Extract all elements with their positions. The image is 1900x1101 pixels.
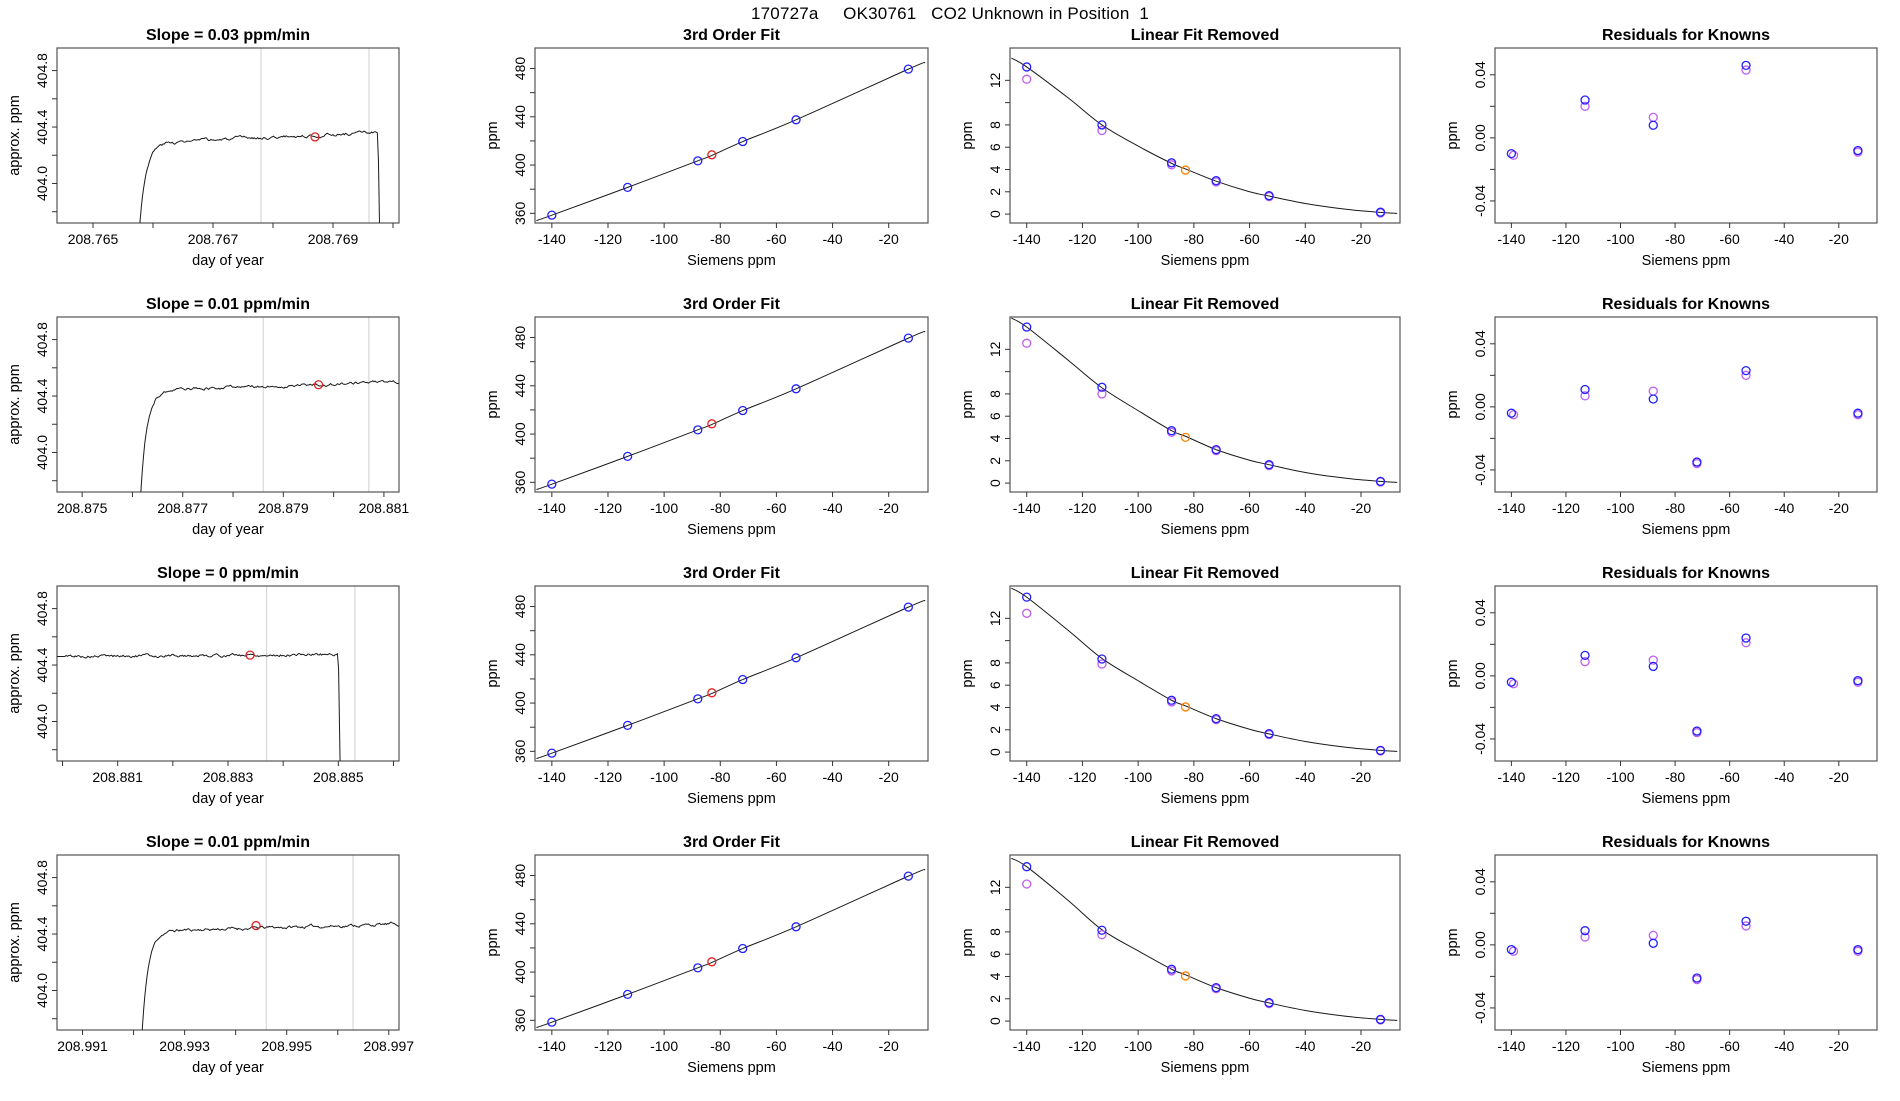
svg-text:12: 12: [987, 879, 1003, 896]
svg-text:0.04: 0.04: [1472, 61, 1488, 89]
svg-text:-20: -20: [1350, 1038, 1372, 1054]
svg-text:208.769: 208.769: [307, 231, 359, 247]
svg-text:-20: -20: [1828, 231, 1849, 247]
svg-text:480: 480: [512, 863, 528, 888]
svg-text:208.993: 208.993: [159, 1038, 210, 1054]
svg-text:8: 8: [987, 390, 1003, 398]
svg-text:-60: -60: [1239, 231, 1260, 247]
svg-text:0: 0: [987, 1017, 1003, 1025]
svg-text:Slope = 0.01 ppm/min: Slope = 0.01 ppm/min: [145, 296, 311, 313]
svg-text:-20: -20: [1350, 231, 1372, 247]
svg-text:-80: -80: [710, 1038, 731, 1054]
svg-text:-20: -20: [878, 500, 899, 516]
svg-text:-140: -140: [1497, 500, 1526, 516]
svg-text:440: 440: [512, 912, 528, 936]
svg-text:-100: -100: [650, 500, 679, 516]
svg-text:0.00: 0.00: [1472, 124, 1488, 152]
svg-text:approx. ppm: approx. ppm: [7, 95, 23, 176]
svg-text:Siemens ppm: Siemens ppm: [1641, 1060, 1731, 1076]
svg-text:-60: -60: [1719, 1038, 1740, 1054]
svg-text:440: 440: [512, 374, 528, 398]
svg-text:-100: -100: [1124, 769, 1153, 785]
plot-r3-slope-timeseries: [0, 563, 475, 832]
svg-text:-120: -120: [1551, 231, 1580, 247]
svg-text:-140: -140: [537, 769, 566, 785]
svg-text:ppm: ppm: [960, 390, 976, 419]
svg-text:Siemens ppm: Siemens ppm: [687, 522, 776, 538]
svg-text:Siemens ppm: Siemens ppm: [687, 1060, 776, 1076]
svg-text:-40: -40: [1774, 1038, 1795, 1054]
svg-text:360: 360: [512, 739, 528, 764]
svg-text:approx. ppm: approx. ppm: [7, 633, 23, 714]
svg-text:208.879: 208.879: [258, 500, 309, 516]
plot-r2-3rd-order-fit: [475, 294, 950, 563]
svg-text:-120: -120: [1551, 1038, 1580, 1054]
svg-text:ppm: ppm: [485, 390, 501, 419]
svg-text:-80: -80: [1664, 500, 1686, 516]
plot-r4-linear-fit-removed: [950, 832, 1425, 1101]
svg-text:-40: -40: [822, 769, 843, 785]
svg-text:Siemens ppm: Siemens ppm: [687, 791, 776, 807]
svg-text:ppm: ppm: [1445, 659, 1461, 688]
svg-text:-0.04: -0.04: [1472, 184, 1488, 217]
svg-text:Siemens ppm: Siemens ppm: [1160, 1060, 1250, 1076]
svg-text:ppm: ppm: [485, 659, 501, 688]
svg-text:4: 4: [987, 434, 1003, 443]
svg-text:360: 360: [512, 1008, 528, 1033]
svg-text:-140: -140: [537, 500, 566, 516]
svg-text:approx. ppm: approx. ppm: [7, 364, 23, 445]
svg-text:404.4: 404.4: [34, 916, 50, 952]
svg-text:0.00: 0.00: [1472, 393, 1488, 421]
svg-text:480: 480: [512, 56, 528, 81]
svg-text:-120: -120: [1068, 1038, 1097, 1054]
svg-text:-80: -80: [1183, 1038, 1204, 1054]
svg-text:0: 0: [987, 210, 1003, 218]
svg-text:Slope = 0 ppm/min: Slope = 0 ppm/min: [157, 565, 299, 582]
svg-text:-80: -80: [710, 500, 731, 516]
svg-text:-100: -100: [1606, 1038, 1635, 1054]
svg-text:Linear Fit Removed: Linear Fit Removed: [1130, 565, 1280, 582]
svg-text:-60: -60: [1719, 769, 1740, 785]
svg-text:ppm: ppm: [960, 928, 976, 957]
svg-text:2: 2: [987, 994, 1003, 1003]
plot-r3-linear-fit-removed: [950, 563, 1425, 832]
svg-text:-100: -100: [1124, 231, 1153, 247]
svg-text:-80: -80: [1183, 500, 1204, 516]
svg-text:208.885: 208.885: [313, 769, 364, 785]
svg-text:4: 4: [987, 165, 1003, 174]
svg-text:-20: -20: [1350, 500, 1372, 516]
svg-text:-120: -120: [593, 769, 623, 785]
svg-text:12: 12: [987, 341, 1003, 358]
svg-text:Linear Fit Removed: Linear Fit Removed: [1130, 834, 1280, 851]
svg-text:404.4: 404.4: [34, 378, 50, 414]
plot-r1-3rd-order-fit: [475, 25, 950, 294]
svg-text:208.995: 208.995: [261, 1038, 313, 1054]
svg-text:-80: -80: [1183, 231, 1204, 247]
svg-text:208.767: 208.767: [187, 231, 239, 247]
plot-r3-3rd-order-fit: [475, 563, 950, 832]
svg-text:-40: -40: [822, 231, 843, 247]
svg-text:Siemens ppm: Siemens ppm: [687, 253, 776, 269]
svg-text:0.00: 0.00: [1472, 931, 1488, 959]
svg-text:-100: -100: [650, 231, 679, 247]
svg-text:-40: -40: [1295, 769, 1316, 785]
svg-text:400: 400: [512, 691, 528, 715]
svg-text:-100: -100: [1606, 231, 1635, 247]
svg-text:-80: -80: [1664, 769, 1686, 785]
svg-text:-40: -40: [1295, 1038, 1316, 1054]
svg-text:-140: -140: [1012, 231, 1041, 247]
plot-r3-residuals-for-knowns: [1425, 563, 1900, 832]
svg-text:-0.04: -0.04: [1472, 991, 1488, 1024]
svg-text:-140: -140: [1012, 500, 1041, 516]
svg-text:-60: -60: [1719, 500, 1740, 516]
svg-text:2: 2: [987, 456, 1003, 465]
svg-text:-40: -40: [1295, 231, 1316, 247]
svg-text:400: 400: [512, 153, 528, 177]
svg-text:-60: -60: [766, 769, 787, 785]
svg-text:ppm: ppm: [1445, 390, 1461, 419]
svg-text:6: 6: [987, 681, 1003, 690]
plot-r2-residuals-for-knowns: [1425, 294, 1900, 563]
plot-r4-residuals-for-knowns: [1425, 832, 1900, 1101]
svg-text:440: 440: [512, 643, 528, 667]
svg-text:208.875: 208.875: [56, 500, 108, 516]
svg-text:404.8: 404.8: [34, 591, 50, 627]
svg-text:-60: -60: [1239, 500, 1260, 516]
svg-text:4: 4: [987, 703, 1003, 712]
svg-text:2: 2: [987, 187, 1003, 196]
svg-text:208.881: 208.881: [358, 500, 410, 516]
svg-text:-20: -20: [878, 231, 899, 247]
svg-text:0.04: 0.04: [1472, 330, 1488, 358]
svg-text:day of year: day of year: [192, 522, 264, 538]
svg-text:-140: -140: [1497, 231, 1526, 247]
svg-text:208.991: 208.991: [57, 1038, 108, 1054]
svg-text:ppm: ppm: [960, 121, 976, 150]
svg-text:360: 360: [512, 470, 528, 495]
svg-text:2: 2: [987, 725, 1003, 734]
svg-text:-0.04: -0.04: [1472, 722, 1488, 755]
svg-text:-100: -100: [650, 1038, 679, 1054]
svg-text:-120: -120: [1068, 500, 1097, 516]
svg-text:360: 360: [512, 201, 528, 226]
svg-text:3rd Order Fit: 3rd Order Fit: [683, 27, 780, 44]
svg-text:3rd Order Fit: 3rd Order Fit: [683, 296, 780, 313]
svg-text:approx. ppm: approx. ppm: [7, 902, 23, 983]
svg-text:day of year: day of year: [192, 1060, 264, 1076]
svg-text:-60: -60: [766, 500, 787, 516]
plot-r4-3rd-order-fit: [475, 832, 950, 1101]
svg-text:404.8: 404.8: [34, 322, 50, 358]
svg-text:208.883: 208.883: [202, 769, 254, 785]
svg-text:-120: -120: [1551, 500, 1580, 516]
svg-text:0.04: 0.04: [1472, 868, 1488, 896]
svg-text:4: 4: [987, 972, 1003, 981]
svg-text:404.0: 404.0: [34, 703, 50, 740]
svg-text:-40: -40: [1774, 500, 1795, 516]
svg-text:-140: -140: [1012, 769, 1041, 785]
svg-text:-120: -120: [1551, 769, 1580, 785]
plot-r2-slope-timeseries: [0, 294, 475, 563]
svg-text:0.04: 0.04: [1472, 599, 1488, 627]
svg-text:-20: -20: [1828, 769, 1849, 785]
svg-text:-120: -120: [593, 231, 623, 247]
svg-text:Linear Fit Removed: Linear Fit Removed: [1130, 296, 1280, 313]
svg-text:404.4: 404.4: [34, 109, 50, 145]
svg-text:-20: -20: [1828, 500, 1849, 516]
svg-text:0.00: 0.00: [1472, 662, 1488, 690]
svg-text:404.0: 404.0: [34, 434, 50, 471]
svg-text:Residuals for Knowns: Residuals for Knowns: [1601, 296, 1771, 313]
svg-text:-40: -40: [822, 500, 843, 516]
svg-text:Siemens ppm: Siemens ppm: [1160, 522, 1250, 538]
svg-text:ppm: ppm: [485, 121, 501, 150]
svg-text:-80: -80: [710, 769, 731, 785]
svg-text:-20: -20: [878, 1038, 899, 1054]
svg-text:ppm: ppm: [1445, 928, 1461, 957]
svg-text:208.877: 208.877: [157, 500, 209, 516]
svg-text:Siemens ppm: Siemens ppm: [1641, 522, 1731, 538]
svg-text:-120: -120: [1068, 231, 1097, 247]
svg-text:-120: -120: [1068, 769, 1097, 785]
svg-text:-60: -60: [1719, 231, 1740, 247]
plot-r2-linear-fit-removed: [950, 294, 1425, 563]
svg-text:-20: -20: [1350, 769, 1372, 785]
svg-text:-80: -80: [1664, 1038, 1686, 1054]
svg-text:Siemens ppm: Siemens ppm: [1641, 791, 1731, 807]
svg-text:-80: -80: [710, 231, 731, 247]
svg-text:-120: -120: [593, 1038, 623, 1054]
svg-text:-60: -60: [1239, 1038, 1260, 1054]
svg-text:Residuals for Knowns: Residuals for Knowns: [1601, 27, 1771, 44]
svg-text:Siemens ppm: Siemens ppm: [1160, 791, 1250, 807]
svg-text:404.8: 404.8: [34, 860, 50, 896]
svg-text:6: 6: [987, 950, 1003, 959]
svg-text:208.881: 208.881: [92, 769, 143, 785]
plot-r1-slope-timeseries: [0, 25, 475, 294]
svg-text:-60: -60: [766, 1038, 787, 1054]
svg-text:Residuals for Knowns: Residuals for Knowns: [1601, 565, 1771, 582]
svg-text:-40: -40: [1774, 231, 1795, 247]
plot-r1-residuals-for-knowns: [1425, 25, 1900, 294]
svg-text:-120: -120: [593, 500, 623, 516]
svg-text:-40: -40: [1295, 500, 1316, 516]
svg-text:404.4: 404.4: [34, 647, 50, 683]
svg-text:480: 480: [512, 594, 528, 619]
svg-text:3rd Order Fit: 3rd Order Fit: [683, 565, 780, 582]
svg-text:-20: -20: [1828, 1038, 1849, 1054]
svg-text:-140: -140: [1012, 1038, 1041, 1054]
svg-text:Residuals for Knowns: Residuals for Knowns: [1601, 834, 1771, 851]
svg-text:-80: -80: [1664, 231, 1686, 247]
plot-r1-linear-fit-removed: [950, 25, 1425, 294]
svg-text:404.0: 404.0: [34, 972, 50, 1009]
svg-text:-100: -100: [1124, 1038, 1153, 1054]
svg-text:Linear Fit Removed: Linear Fit Removed: [1130, 27, 1280, 44]
svg-text:404.8: 404.8: [34, 53, 50, 89]
svg-text:-100: -100: [1124, 500, 1153, 516]
svg-text:-60: -60: [1239, 769, 1260, 785]
svg-text:-40: -40: [1774, 769, 1795, 785]
svg-text:6: 6: [987, 143, 1003, 152]
svg-text:Siemens ppm: Siemens ppm: [1160, 253, 1250, 269]
svg-text:208.765: 208.765: [67, 231, 119, 247]
svg-text:0: 0: [987, 479, 1003, 487]
svg-text:-140: -140: [1497, 1038, 1526, 1054]
svg-text:Slope = 0.01 ppm/min: Slope = 0.01 ppm/min: [145, 834, 311, 851]
svg-text:-20: -20: [878, 769, 899, 785]
svg-text:400: 400: [512, 422, 528, 446]
svg-text:12: 12: [987, 72, 1003, 89]
svg-text:ppm: ppm: [485, 928, 501, 957]
svg-text:-40: -40: [822, 1038, 843, 1054]
svg-text:404.0: 404.0: [34, 165, 50, 202]
plot-r4-slope-timeseries: [0, 832, 475, 1101]
svg-text:3rd Order Fit: 3rd Order Fit: [683, 834, 780, 851]
svg-text:0: 0: [987, 748, 1003, 756]
svg-text:-60: -60: [766, 231, 787, 247]
svg-text:-140: -140: [537, 1038, 566, 1054]
svg-text:Slope = 0.03 ppm/min: Slope = 0.03 ppm/min: [145, 27, 311, 44]
svg-text:ppm: ppm: [1445, 121, 1461, 150]
svg-text:8: 8: [987, 121, 1003, 129]
svg-text:-100: -100: [1606, 500, 1635, 516]
svg-text:440: 440: [512, 105, 528, 129]
svg-text:-100: -100: [650, 769, 679, 785]
svg-text:6: 6: [987, 412, 1003, 421]
svg-text:Siemens ppm: Siemens ppm: [1641, 253, 1731, 269]
svg-text:-80: -80: [1183, 769, 1204, 785]
svg-text:day of year: day of year: [192, 253, 264, 269]
svg-text:-140: -140: [1497, 769, 1526, 785]
figure-title: 170727a OK30761 CO2 Unknown in Position 1: [750, 4, 1149, 23]
svg-text:8: 8: [987, 659, 1003, 667]
svg-text:400: 400: [512, 960, 528, 984]
svg-text:day of year: day of year: [192, 791, 264, 807]
svg-text:-0.04: -0.04: [1472, 453, 1488, 486]
svg-text:-100: -100: [1606, 769, 1635, 785]
svg-text:8: 8: [987, 928, 1003, 936]
svg-text:208.997: 208.997: [363, 1038, 415, 1054]
svg-text:480: 480: [512, 325, 528, 350]
svg-text:-140: -140: [537, 231, 566, 247]
svg-text:ppm: ppm: [960, 659, 976, 688]
svg-text:12: 12: [987, 610, 1003, 627]
